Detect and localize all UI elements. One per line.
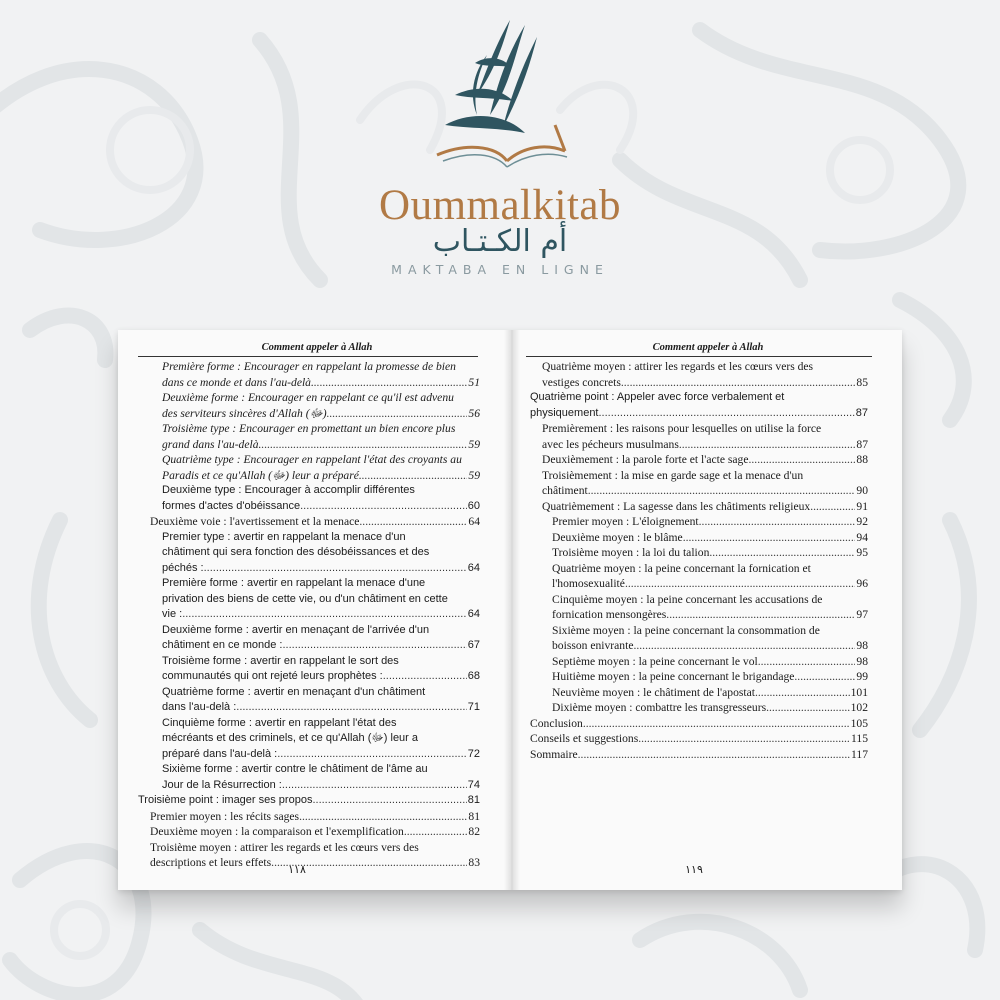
- toc-entry-title: grand dans l'au-delà.: [162, 437, 262, 451]
- toc-entry-title: Quatrième moyen : la peine concernant la fornication et: [552, 561, 811, 575]
- toc-entry-title: Troisième point : imager ses propos: [138, 794, 313, 806]
- left-page: [132, 330, 502, 890]
- dot-leader: [299, 809, 467, 825]
- toc-entry-title: Deuxième forme : avertir en menaçant de l'arrivée d'un: [162, 623, 430, 636]
- dot-leader: [282, 778, 467, 794]
- toc-entry: [552, 623, 868, 654]
- toc-entry: [552, 669, 868, 685]
- book-gutter: [504, 330, 520, 890]
- toc-entry-title: des serviteurs sincères d'Allah (ﷻ): [162, 406, 327, 420]
- toc-entry-title: vestiges concrets: [542, 375, 621, 389]
- toc-entry: [150, 824, 480, 840]
- toc-entry-title: dans l'au-delà :: [162, 701, 237, 713]
- toc-entry-title: châtiment en ce monde :: [162, 639, 283, 651]
- toc-entry-title: physiquement: [530, 406, 599, 419]
- page-number: ١١٩: [685, 863, 703, 876]
- dot-leader: [638, 731, 850, 747]
- toc-entry-title: Deuxième voie : l'avertissement et la menace: [150, 515, 360, 528]
- toc-entry: [542, 421, 868, 452]
- toc-entry: [162, 716, 480, 763]
- toc-entry-page: 99: [856, 670, 868, 683]
- brand-tagline: MAKTABA EN LIGNE: [391, 262, 609, 277]
- toc-entry-title: Première forme : avertir en rappelant la menace d'une: [162, 577, 426, 589]
- toc-entry-page: 60: [467, 499, 480, 512]
- dot-leader: [679, 437, 856, 453]
- toc-entry-title: Deuxième moyen : le blâme: [552, 530, 683, 544]
- table-of-contents: [530, 359, 868, 762]
- toc-entry-title: l'homosexualité: [552, 577, 625, 590]
- toc-entry-page: 72: [467, 747, 480, 760]
- toc-entry-page: 64: [468, 515, 480, 528]
- dot-leader: [709, 545, 855, 561]
- toc-entry-title: Troisième moyen : attirer les regards et les cœurs vers des: [150, 840, 419, 854]
- toc-entry-page: 64: [467, 561, 480, 574]
- toc-entry: [162, 576, 480, 623]
- toc-entry-page: 91: [856, 499, 868, 513]
- dot-leader: [749, 452, 856, 468]
- toc-entry-title: Deuxième moyen : la comparaison et l'exemplification: [150, 825, 404, 838]
- toc-entry: [552, 545, 868, 561]
- toc-entry-title: Troisième forme : avertir en rappelant le sort des: [162, 654, 399, 667]
- toc-entry-page: 96: [856, 577, 868, 590]
- toc-entry: [542, 499, 868, 515]
- toc-entry: [552, 685, 868, 701]
- toc-entry-page: 97: [856, 608, 868, 621]
- toc-entry: [162, 359, 480, 390]
- toc-entry-title: Quatrièmement : La sagesse dans les châtiments religieux: [542, 499, 811, 513]
- toc-entry-page: 98: [856, 639, 868, 652]
- dot-leader: [699, 514, 856, 530]
- toc-entry-page: 90: [856, 484, 868, 497]
- quill-book-emblem-icon: [415, 15, 585, 180]
- dot-leader: [327, 406, 468, 422]
- toc-entry-title: Sommaire: [530, 747, 578, 761]
- dot-leader: [277, 747, 467, 763]
- running-head: Comment appeler à Allah: [652, 342, 764, 353]
- dot-leader: [404, 824, 468, 840]
- toc-entry-page: 95: [856, 546, 868, 559]
- dot-leader: [578, 747, 850, 763]
- toc-entry: [542, 468, 868, 499]
- toc-entry-title: Cinquième moyen : la peine concernant les accusations de: [552, 592, 823, 606]
- toc-entry-title: Cinquième forme : avertir en rappelant l'état des: [162, 716, 397, 729]
- dot-leader: [666, 607, 855, 623]
- toc-entry-title: communautés qui ont rejeté leurs prophètes :: [162, 670, 383, 682]
- toc-entry: [138, 793, 480, 809]
- dot-leader: [810, 499, 855, 515]
- toc-entry-title: Deuxièmement : la parole forte et l'acte sage: [542, 453, 749, 466]
- brand-logo: [0, 0, 1000, 330]
- toc-entry-page: 102: [850, 701, 868, 714]
- dot-leader: [794, 669, 855, 685]
- toc-entry-page: 81: [468, 809, 480, 823]
- toc-entry: [530, 716, 868, 732]
- toc-entry-page: 59: [468, 437, 480, 451]
- dot-leader: [599, 406, 855, 422]
- toc-entry-title: dans ce monde et dans l'au-delà.: [162, 375, 314, 389]
- toc-entry: [162, 530, 480, 577]
- dot-leader: [625, 576, 855, 592]
- toc-entry-title: Sixième moyen : la peine concernant la consommation de: [552, 623, 820, 637]
- toc-entry-title: Premier type : avertir en rappelant la menace d'un: [162, 530, 406, 543]
- toc-entry-title: Deuxième type : Encourager à accomplir différentes: [162, 484, 415, 496]
- toc-entry-page: 117: [851, 747, 868, 761]
- toc-entry-title: Conseils et suggestions: [530, 732, 639, 745]
- toc-entry-title: formes d'actes d'obéissance: [162, 499, 301, 512]
- toc-entry: [162, 452, 480, 483]
- toc-entry-title: châtiment: [542, 484, 588, 497]
- dot-leader: [588, 483, 856, 499]
- toc-entry-title: privation des biens de cette vie, ou d'un châtiment en cette: [162, 592, 448, 605]
- toc-entry: [552, 654, 868, 670]
- toc-entry-title: Troisième type : Encourager en promettant un bien encore plus: [162, 422, 456, 435]
- toc-entry-title: péchés :: [162, 561, 204, 574]
- dot-leader: [755, 685, 850, 701]
- dot-leader: [583, 716, 850, 732]
- toc-entry: [162, 483, 480, 514]
- toc-entry-page: 59: [468, 468, 480, 482]
- dot-leader: [633, 638, 855, 654]
- toc-entry-page: 67: [467, 639, 480, 651]
- toc-entry-page: 87: [856, 437, 868, 451]
- toc-entry-page: 71: [467, 701, 480, 713]
- toc-entry: [162, 762, 480, 793]
- toc-entry-title: Deuxième forme : Encourager en rappelant ce qu'il est advenu: [162, 391, 454, 404]
- toc-entry-page: 105: [850, 716, 868, 730]
- toc-entry-page: 56: [468, 406, 480, 420]
- toc-entry-page: 87: [855, 406, 868, 419]
- toc-entry-title: Dixième moyen : combattre les transgresseurs: [552, 701, 767, 714]
- toc-entry-title: Premier moyen : les récits sages: [150, 809, 300, 823]
- toc-entry-title: Quatrième type : Encourager en rappelant l'état des croyants au: [162, 453, 462, 466]
- toc-entry-title: Troisièmement : la mise en garde sage et la menace d'un: [542, 468, 804, 482]
- toc-entry: [530, 731, 868, 747]
- toc-entry-title: Premier moyen : L'éloignement: [552, 515, 699, 528]
- toc-entry-title: Quatrième moyen : attirer les regards et les cœurs vers des: [542, 360, 814, 373]
- dot-leader: [300, 499, 467, 515]
- dot-leader: [758, 654, 856, 670]
- toc-entry-page: 88: [856, 453, 868, 466]
- dot-leader: [261, 437, 467, 453]
- toc-entry-title: Septième moyen : la peine concernant le vol: [552, 654, 758, 668]
- toc-entry: [530, 747, 868, 763]
- toc-entry-page: 92: [856, 515, 868, 528]
- toc-entry-title: Quatrième point : Appeler avec force verbalement et: [530, 391, 785, 403]
- toc-entry: [542, 359, 868, 390]
- dot-leader: [362, 468, 468, 484]
- toc-entry-title: Sixième forme : avertir contre le châtiment de l'âme au: [162, 763, 428, 775]
- toc-entry: [162, 390, 480, 421]
- dot-leader: [312, 793, 466, 809]
- dot-leader: [383, 669, 467, 685]
- dot-leader: [236, 700, 466, 716]
- toc-entry: [162, 685, 480, 716]
- dot-leader: [282, 638, 466, 654]
- toc-entry-page: 64: [467, 608, 480, 620]
- toc-entry: [162, 421, 480, 452]
- toc-entry-page: 85: [856, 375, 868, 389]
- toc-entry-title: Conclusion: [530, 716, 583, 730]
- table-of-contents: [138, 359, 480, 871]
- brand-name-arabic: أم الكـتـاب: [432, 224, 568, 259]
- toc-entry-title: Troisième moyen : la loi du talion: [552, 546, 710, 559]
- toc-entry-title: Neuvième moyen : le châtiment de l'apostat: [552, 685, 755, 699]
- toc-entry-title: Première forme : Encourager en rappelant la promesse de bien: [162, 360, 456, 373]
- toc-entry: [552, 592, 868, 623]
- toc-entry: [150, 809, 480, 825]
- right-page: [522, 330, 894, 890]
- toc-entry-page: 81: [467, 794, 480, 806]
- open-book: [118, 330, 902, 890]
- toc-entry: [530, 390, 868, 421]
- toc-entry-page: 82: [468, 825, 480, 838]
- dot-leader: [683, 530, 856, 546]
- dot-leader: [204, 561, 467, 577]
- toc-entry-title: Premièrement : les raisons pour lesquelles on utilise la force: [542, 422, 822, 435]
- dot-leader: [314, 375, 468, 391]
- toc-entry-title: boisson enivrante: [552, 639, 634, 652]
- toc-entry: [542, 452, 868, 468]
- toc-entry-page: 51: [468, 375, 480, 389]
- dot-leader: [359, 514, 467, 530]
- toc-entry: [552, 530, 868, 546]
- dot-leader: [766, 700, 850, 716]
- dot-leader: [621, 375, 856, 391]
- page-number: ١١٨: [288, 863, 306, 876]
- toc-entry-title: mécréants et des criminels, et ce qu'Allah (ﷻ) leur a: [162, 732, 419, 744]
- brand-name-latin: Oummalkitab: [379, 182, 621, 229]
- toc-entry-page: 115: [851, 732, 868, 745]
- toc-entry-title: fornication mensongères: [552, 608, 667, 621]
- toc-entry-title: descriptions et leurs effets: [150, 856, 272, 869]
- toc-entry: [162, 654, 480, 685]
- toc-entry-title: Paradis et ce qu'Allah (ﷻ) leur a préparé.: [162, 468, 362, 482]
- toc-entry-page: 83: [468, 856, 480, 869]
- toc-entry: [150, 514, 480, 530]
- toc-entry-page: 98: [856, 654, 868, 668]
- toc-entry: [552, 700, 868, 716]
- toc-entry-title: vie :: [162, 608, 183, 620]
- toc-entry: [552, 561, 868, 592]
- toc-entry: [552, 514, 868, 530]
- toc-entry-title: Quatrième forme : avertir en menaçant d'un châtiment: [162, 685, 426, 698]
- header-rule: [526, 356, 872, 357]
- toc-entry-title: préparé dans l'au-delà :: [162, 747, 278, 760]
- toc-entry-page: 68: [467, 670, 480, 682]
- toc-entry-page: 94: [856, 530, 868, 544]
- toc-entry-title: châtiment qui sera fonction des désobéissances et des: [162, 546, 430, 558]
- toc-entry-page: 101: [850, 685, 868, 699]
- toc-entry: [162, 623, 480, 654]
- running-head: Comment appeler à Allah: [261, 342, 373, 353]
- toc-entry-title: Jour de la Résurrection :: [162, 778, 282, 791]
- toc-entry-page: 74: [467, 778, 480, 791]
- toc-entry-title: avec les pécheurs musulmans: [542, 437, 679, 451]
- header-rule: [138, 356, 478, 357]
- dot-leader: [182, 607, 467, 623]
- toc-entry-title: Huitième moyen : la peine concernant le brigandage: [552, 670, 795, 683]
